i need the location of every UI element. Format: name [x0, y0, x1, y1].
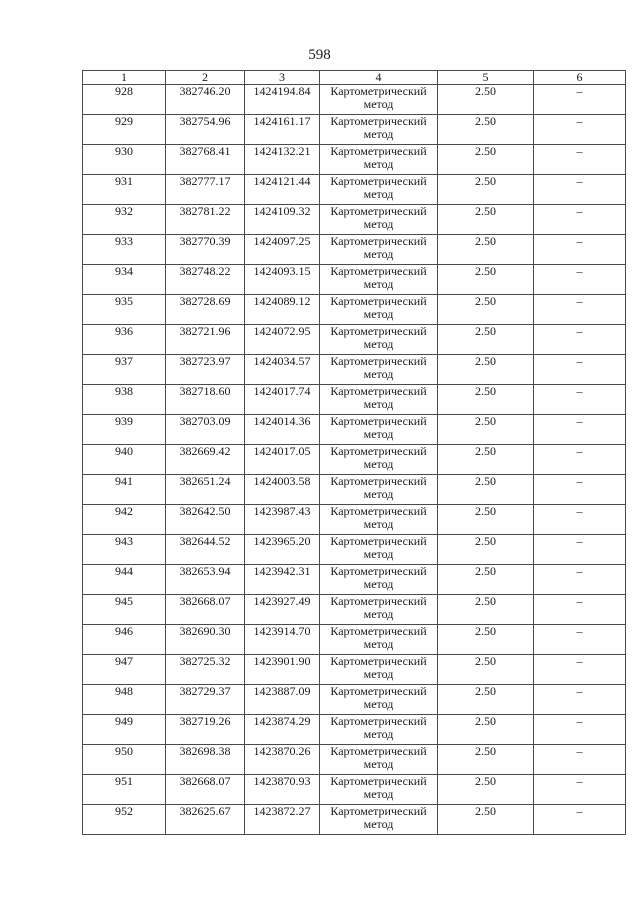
- accuracy-cell: 2.50: [438, 655, 534, 685]
- y-coordinate-cell: 1424014.36: [245, 415, 320, 445]
- x-coordinate-cell: 382723.97: [166, 355, 245, 385]
- point-number-cell: 938: [83, 385, 166, 415]
- method-cell: Картометрический метод: [320, 325, 438, 355]
- accuracy-cell: 2.50: [438, 145, 534, 175]
- table-body: [83, 85, 626, 835]
- note-cell: –: [534, 85, 626, 115]
- table-row: [83, 145, 626, 175]
- accuracy-cell: 2.50: [438, 625, 534, 655]
- method-cell: Картометрический метод: [320, 715, 438, 745]
- x-coordinate-cell: 382725.32: [166, 655, 245, 685]
- method-cell: Картометрический метод: [320, 355, 438, 385]
- method-cell: Картометрический метод: [320, 535, 438, 565]
- accuracy-cell: 2.50: [438, 805, 534, 835]
- note-cell: –: [534, 295, 626, 325]
- x-coordinate-cell: 382728.69: [166, 295, 245, 325]
- method-cell: Картометрический метод: [320, 265, 438, 295]
- y-coordinate-cell: 1424072.95: [245, 325, 320, 355]
- table-row: [83, 805, 626, 835]
- table-row: [83, 685, 626, 715]
- method-cell: Картометрический метод: [320, 175, 438, 205]
- note-cell: –: [534, 355, 626, 385]
- x-coordinate-cell: 382721.96: [166, 325, 245, 355]
- method-cell: Картометрический метод: [320, 775, 438, 805]
- y-coordinate-cell: 1424093.15: [245, 265, 320, 295]
- x-coordinate-cell: 382625.67: [166, 805, 245, 835]
- x-coordinate-cell: 382777.17: [166, 175, 245, 205]
- x-coordinate-cell: 382651.24: [166, 475, 245, 505]
- point-number-cell: 933: [83, 235, 166, 265]
- note-cell: –: [534, 505, 626, 535]
- x-coordinate-cell: 382698.38: [166, 745, 245, 775]
- note-cell: –: [534, 175, 626, 205]
- method-cell: Картометрический метод: [320, 235, 438, 265]
- method-cell: Картометрический метод: [320, 475, 438, 505]
- x-coordinate-cell: 382718.60: [166, 385, 245, 415]
- accuracy-cell: 2.50: [438, 745, 534, 775]
- note-cell: –: [534, 625, 626, 655]
- y-coordinate-cell: 1423965.20: [245, 535, 320, 565]
- note-cell: –: [534, 115, 626, 145]
- table-row: [83, 625, 626, 655]
- table-row: [83, 295, 626, 325]
- y-coordinate-cell: 1423987.43: [245, 505, 320, 535]
- accuracy-cell: 2.50: [438, 445, 534, 475]
- note-cell: –: [534, 565, 626, 595]
- method-cell: Картометрический метод: [320, 685, 438, 715]
- note-cell: –: [534, 325, 626, 355]
- table-row: [83, 505, 626, 535]
- y-coordinate-cell: 1424017.05: [245, 445, 320, 475]
- note-cell: –: [534, 805, 626, 835]
- method-cell: Картометрический метод: [320, 595, 438, 625]
- point-number-cell: 941: [83, 475, 166, 505]
- table-row: [83, 715, 626, 745]
- accuracy-cell: 2.50: [438, 325, 534, 355]
- table-header-row: [83, 71, 626, 85]
- note-cell: –: [534, 235, 626, 265]
- table-row: [83, 325, 626, 355]
- accuracy-cell: 2.50: [438, 115, 534, 145]
- column-header: 1: [83, 71, 166, 85]
- point-number-cell: 945: [83, 595, 166, 625]
- method-cell: Картометрический метод: [320, 205, 438, 235]
- accuracy-cell: 2.50: [438, 175, 534, 205]
- note-cell: –: [534, 595, 626, 625]
- point-number-cell: 949: [83, 715, 166, 745]
- point-number-cell: 931: [83, 175, 166, 205]
- method-cell: Картометрический метод: [320, 745, 438, 775]
- method-cell: Картометрический метод: [320, 655, 438, 685]
- note-cell: –: [534, 715, 626, 745]
- x-coordinate-cell: 382748.22: [166, 265, 245, 295]
- table-row: [83, 265, 626, 295]
- point-number-cell: 936: [83, 325, 166, 355]
- method-cell: Картометрический метод: [320, 625, 438, 655]
- accuracy-cell: 2.50: [438, 235, 534, 265]
- x-coordinate-cell: 382668.07: [166, 595, 245, 625]
- point-number-cell: 947: [83, 655, 166, 685]
- x-coordinate-cell: 382719.26: [166, 715, 245, 745]
- method-cell: Картометрический метод: [320, 295, 438, 325]
- column-header: 6: [534, 71, 626, 85]
- y-coordinate-cell: 1423870.26: [245, 745, 320, 775]
- accuracy-cell: 2.50: [438, 295, 534, 325]
- accuracy-cell: 2.50: [438, 85, 534, 115]
- accuracy-cell: 2.50: [438, 685, 534, 715]
- x-coordinate-cell: 382746.20: [166, 85, 245, 115]
- point-number-cell: 948: [83, 685, 166, 715]
- accuracy-cell: 2.50: [438, 475, 534, 505]
- table-row: [83, 205, 626, 235]
- method-cell: Картометрический метод: [320, 565, 438, 595]
- y-coordinate-cell: 1424132.21: [245, 145, 320, 175]
- note-cell: –: [534, 535, 626, 565]
- accuracy-cell: 2.50: [438, 715, 534, 745]
- table-row: [83, 655, 626, 685]
- column-header: 4: [320, 71, 438, 85]
- method-cell: Картометрический метод: [320, 385, 438, 415]
- table-row: [83, 565, 626, 595]
- table-row: [83, 745, 626, 775]
- note-cell: –: [534, 445, 626, 475]
- point-number-cell: 952: [83, 805, 166, 835]
- method-cell: Картометрический метод: [320, 145, 438, 175]
- note-cell: –: [534, 145, 626, 175]
- table-row: [83, 235, 626, 265]
- y-coordinate-cell: 1424089.12: [245, 295, 320, 325]
- table-row: [83, 535, 626, 565]
- y-coordinate-cell: 1423887.09: [245, 685, 320, 715]
- coordinates-table: [82, 70, 626, 835]
- y-coordinate-cell: 1423901.90: [245, 655, 320, 685]
- table-row: [83, 115, 626, 145]
- y-coordinate-cell: 1424161.17: [245, 115, 320, 145]
- x-coordinate-cell: 382690.30: [166, 625, 245, 655]
- point-number-cell: 942: [83, 505, 166, 535]
- x-coordinate-cell: 382653.94: [166, 565, 245, 595]
- column-header: 3: [245, 71, 320, 85]
- accuracy-cell: 2.50: [438, 415, 534, 445]
- y-coordinate-cell: 1424097.25: [245, 235, 320, 265]
- table-row: [83, 445, 626, 475]
- note-cell: –: [534, 265, 626, 295]
- point-number-cell: 937: [83, 355, 166, 385]
- method-cell: Картометрический метод: [320, 505, 438, 535]
- table-row: [83, 175, 626, 205]
- point-number-cell: 946: [83, 625, 166, 655]
- x-coordinate-cell: 382781.22: [166, 205, 245, 235]
- point-number-cell: 935: [83, 295, 166, 325]
- point-number-cell: 951: [83, 775, 166, 805]
- point-number-cell: 944: [83, 565, 166, 595]
- y-coordinate-cell: 1423914.70: [245, 625, 320, 655]
- note-cell: –: [534, 475, 626, 505]
- note-cell: –: [534, 385, 626, 415]
- accuracy-cell: 2.50: [438, 535, 534, 565]
- accuracy-cell: 2.50: [438, 565, 534, 595]
- point-number-cell: 943: [83, 535, 166, 565]
- column-header: 5: [438, 71, 534, 85]
- x-coordinate-cell: 382754.96: [166, 115, 245, 145]
- table-row: [83, 355, 626, 385]
- table-row: [83, 385, 626, 415]
- point-number-cell: 939: [83, 415, 166, 445]
- point-number-cell: 932: [83, 205, 166, 235]
- accuracy-cell: 2.50: [438, 505, 534, 535]
- y-coordinate-cell: 1424121.44: [245, 175, 320, 205]
- note-cell: –: [534, 205, 626, 235]
- point-number-cell: 928: [83, 85, 166, 115]
- x-coordinate-cell: 382729.37: [166, 685, 245, 715]
- y-coordinate-cell: 1424194.84: [245, 85, 320, 115]
- x-coordinate-cell: 382770.39: [166, 235, 245, 265]
- method-cell: Картометрический метод: [320, 415, 438, 445]
- note-cell: –: [534, 655, 626, 685]
- y-coordinate-cell: 1423942.31: [245, 565, 320, 595]
- page-number: 598: [308, 47, 331, 63]
- x-coordinate-cell: 382668.07: [166, 775, 245, 805]
- point-number-cell: 940: [83, 445, 166, 475]
- point-number-cell: 950: [83, 745, 166, 775]
- accuracy-cell: 2.50: [438, 355, 534, 385]
- table-row: [83, 595, 626, 625]
- y-coordinate-cell: 1424017.74: [245, 385, 320, 415]
- x-coordinate-cell: 382669.42: [166, 445, 245, 475]
- y-coordinate-cell: 1423874.29: [245, 715, 320, 745]
- table-row: [83, 775, 626, 805]
- x-coordinate-cell: 382768.41: [166, 145, 245, 175]
- y-coordinate-cell: 1424003.58: [245, 475, 320, 505]
- table-row: [83, 85, 626, 115]
- note-cell: –: [534, 745, 626, 775]
- y-coordinate-cell: 1423927.49: [245, 595, 320, 625]
- y-coordinate-cell: 1424109.32: [245, 205, 320, 235]
- table-row: [83, 475, 626, 505]
- accuracy-cell: 2.50: [438, 385, 534, 415]
- note-cell: –: [534, 415, 626, 445]
- point-number-cell: 929: [83, 115, 166, 145]
- note-cell: –: [534, 685, 626, 715]
- accuracy-cell: 2.50: [438, 205, 534, 235]
- y-coordinate-cell: 1423870.93: [245, 775, 320, 805]
- note-cell: –: [534, 775, 626, 805]
- method-cell: Картометрический метод: [320, 85, 438, 115]
- method-cell: Картометрический метод: [320, 805, 438, 835]
- x-coordinate-cell: 382644.52: [166, 535, 245, 565]
- point-number-cell: 930: [83, 145, 166, 175]
- accuracy-cell: 2.50: [438, 265, 534, 295]
- table-row: [83, 415, 626, 445]
- x-coordinate-cell: 382642.50: [166, 505, 245, 535]
- column-header: 2: [166, 71, 245, 85]
- method-cell: Картометрический метод: [320, 115, 438, 145]
- y-coordinate-cell: 1424034.57: [245, 355, 320, 385]
- method-cell: Картометрический метод: [320, 445, 438, 475]
- y-coordinate-cell: 1423872.27: [245, 805, 320, 835]
- accuracy-cell: 2.50: [438, 775, 534, 805]
- accuracy-cell: 2.50: [438, 595, 534, 625]
- x-coordinate-cell: 382703.09: [166, 415, 245, 445]
- point-number-cell: 934: [83, 265, 166, 295]
